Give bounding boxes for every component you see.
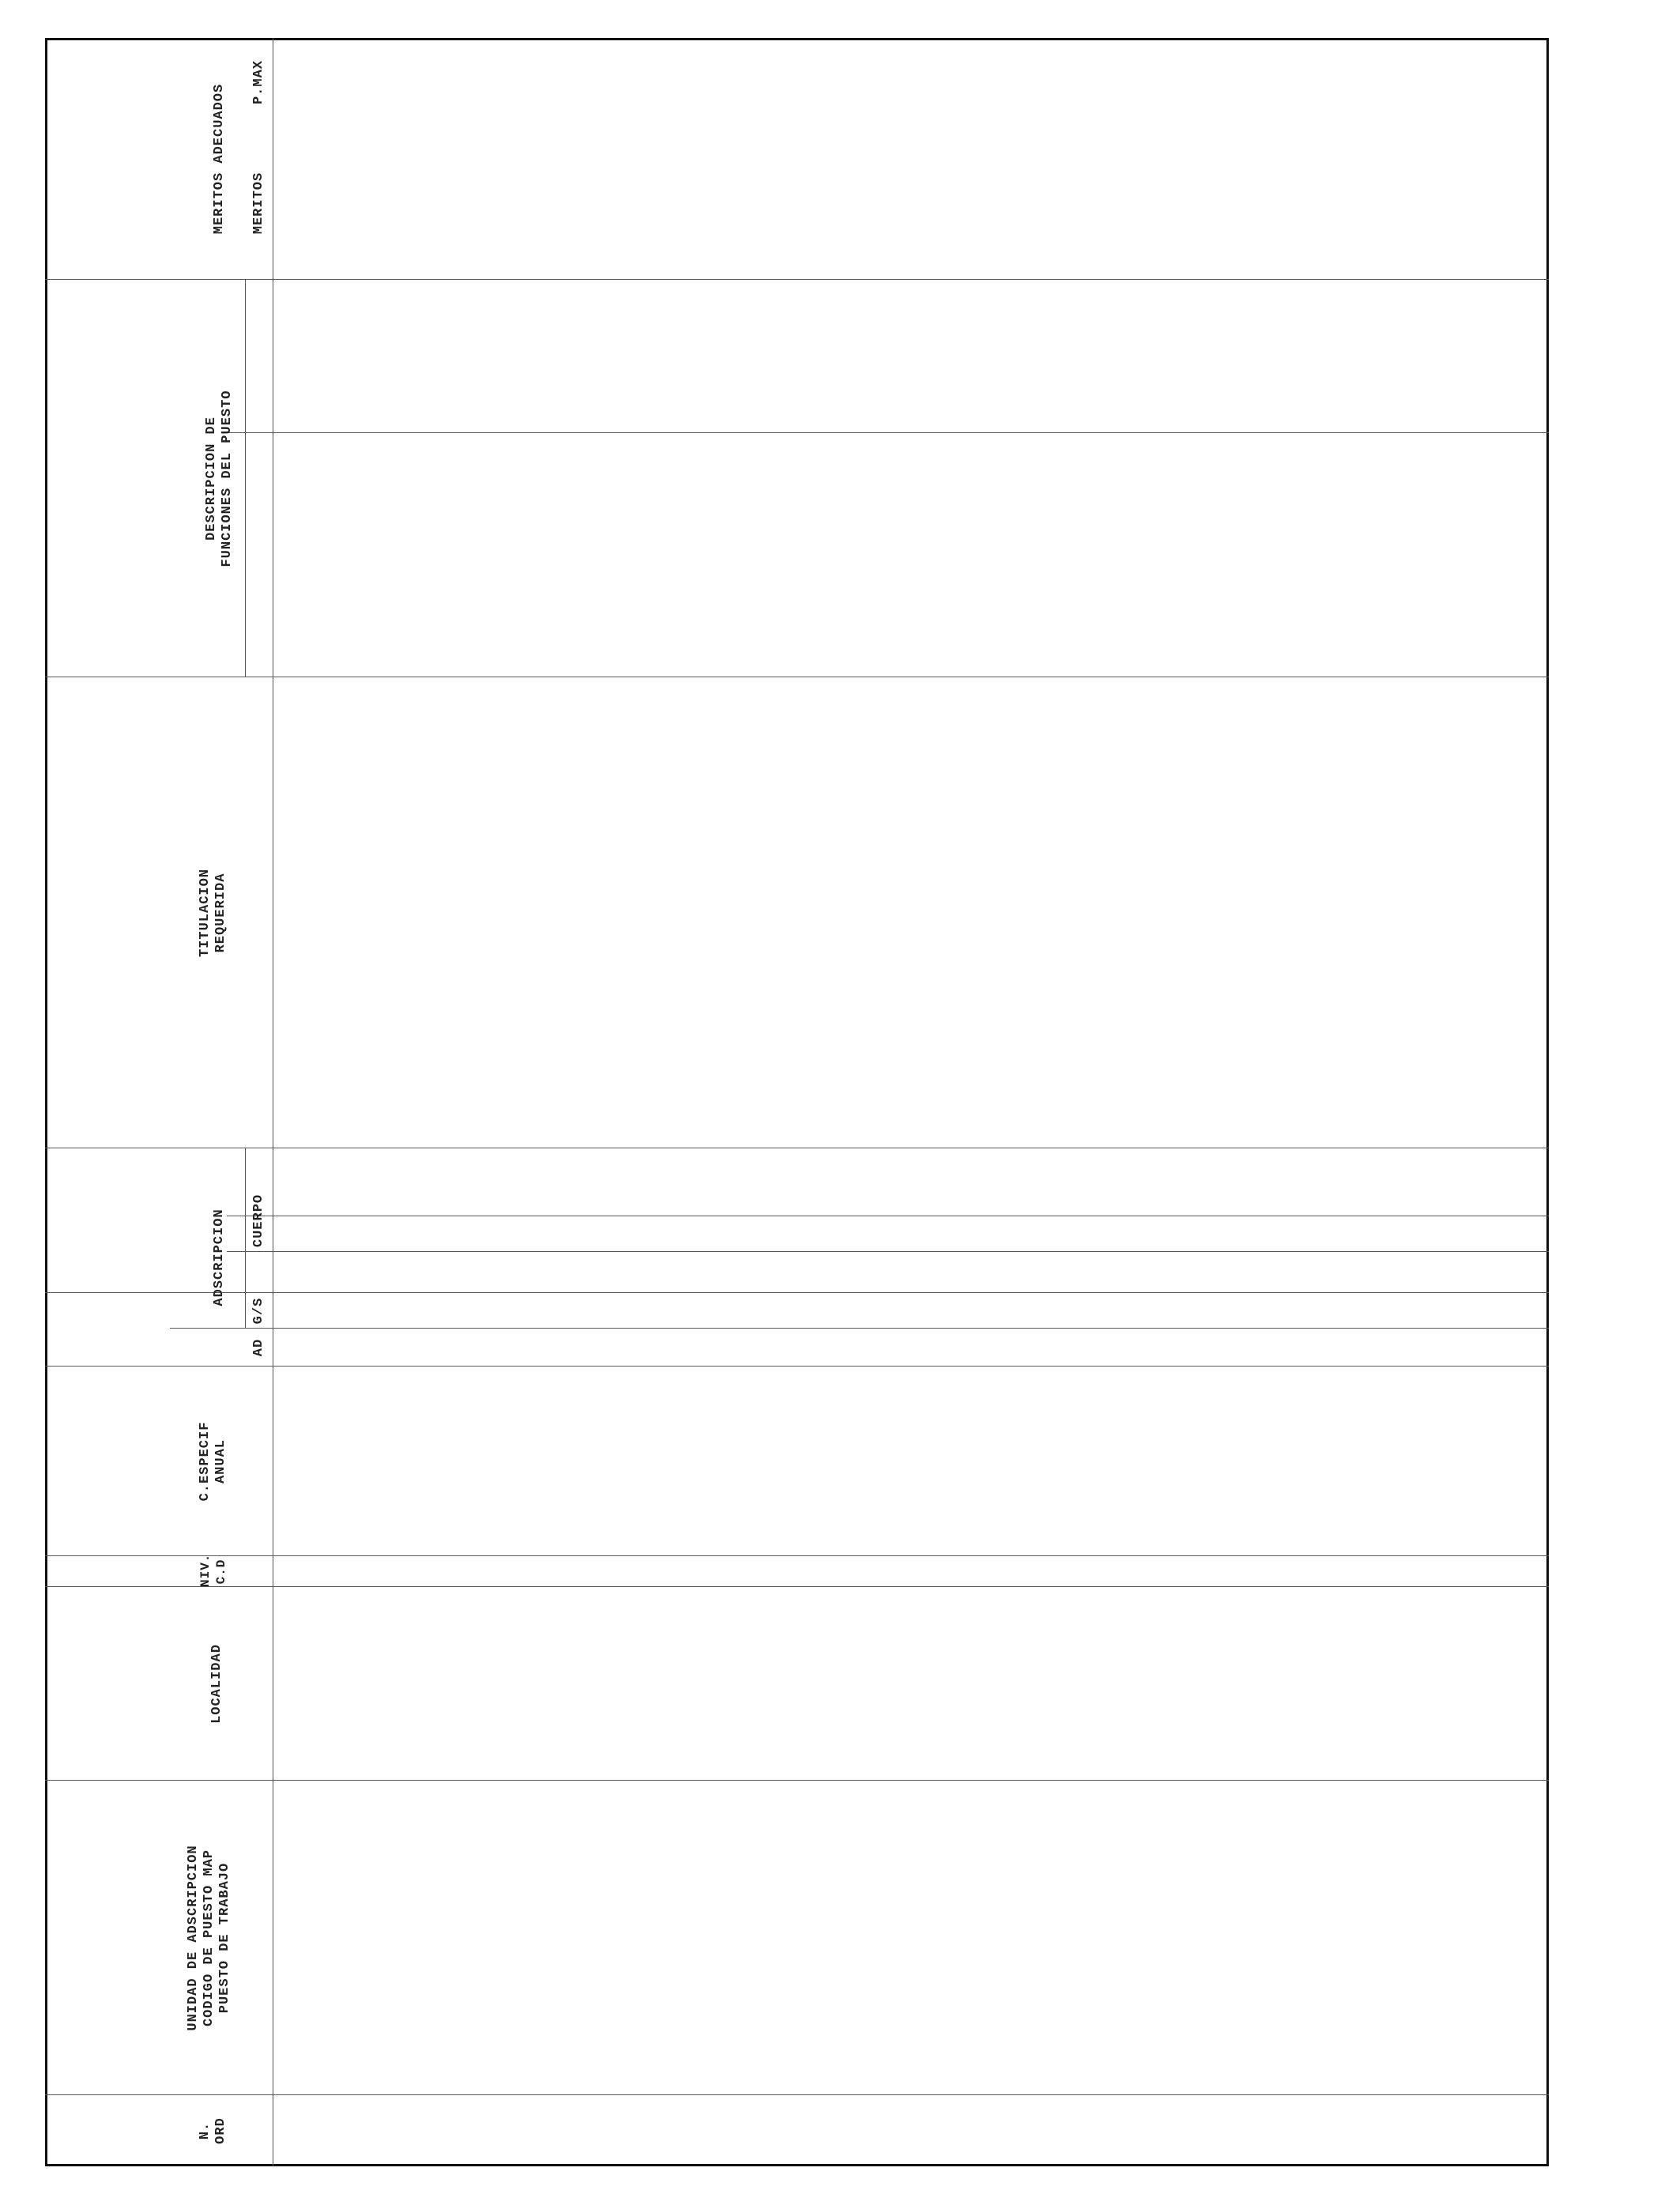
- header-localidad: LOCALIDAD: [209, 1644, 224, 1724]
- header-ad: AD: [251, 1338, 266, 1357]
- col-divider: [45, 1366, 1549, 1367]
- adscripcion-sub-line: [245, 1148, 246, 1329]
- col-divider: [45, 2094, 1549, 2095]
- header-c-especif: C.ESPECIF ANUAL: [198, 1421, 228, 1502]
- sub-divider: [227, 1251, 1549, 1252]
- col-divider: [45, 1555, 1549, 1556]
- col-divider: [45, 1780, 1549, 1781]
- col-divider: [45, 279, 1549, 280]
- header-titulacion: TITULACION REQUERIDA: [198, 868, 228, 958]
- col-divider: [45, 1292, 1549, 1293]
- header-adscripcion: ADSCRIPCION: [212, 1208, 227, 1306]
- header-cuerpo: CUERPO: [251, 1193, 266, 1248]
- header-descripcion: DESCRIPCION DE FUNCIONES DEL PUESTO: [204, 390, 235, 567]
- sub-divider: [227, 432, 1549, 433]
- sub-divider: [170, 1328, 1549, 1329]
- header-meritos-adecuados: MERITOS ADECUADOS: [212, 83, 227, 235]
- header-niv: NIV. C.D: [198, 1553, 228, 1587]
- header-meritos: MERITOS: [251, 172, 266, 235]
- table-frame: [45, 38, 1549, 2166]
- meritos-sub-line: [245, 280, 246, 677]
- header-pmax: P.MAX: [251, 60, 266, 105]
- header-unidad: UNIDAD DE ADSCRIPCION CODIGO DE PUESTO MAP PUESTO DE TRABAJO: [186, 1845, 232, 2031]
- header-n-ord: N. ORD: [198, 2117, 228, 2144]
- header-gs: G/S: [251, 1297, 266, 1325]
- col-divider: [45, 1586, 1549, 1587]
